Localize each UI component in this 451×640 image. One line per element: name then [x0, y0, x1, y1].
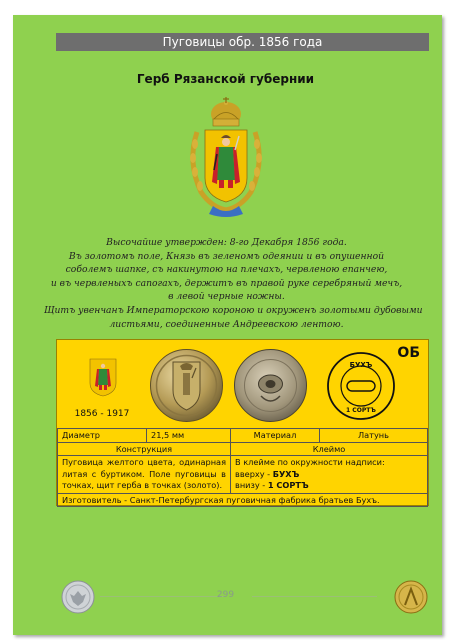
- page-header-title: Пуговицы обр. 1856 года: [162, 35, 323, 49]
- page-number: 299: [216, 590, 235, 600]
- description-line: Высочайше утвержден: 8-го Декабря 1856 года.: [106, 237, 347, 248]
- construction-label: Конструкция: [58, 442, 231, 456]
- coat-of-arms-image: [183, 92, 269, 220]
- button-front-image: [149, 348, 224, 423]
- mark-bottom-value: 1 СОРТЪ: [267, 480, 309, 490]
- description-text: [44, 236, 423, 331]
- maker-text: Изготовитель - Санкт-Петербургская пуговичная фабрика братьев Бухъ.: [58, 493, 428, 507]
- type-badge: ОБ: [397, 345, 420, 361]
- mark-label: Клеймо: [231, 442, 428, 456]
- material-value: Латунь: [320, 429, 428, 443]
- mark-line: внизу - 1 СОРТЪ: [235, 480, 309, 490]
- description-line: листьями, соединенные Андреевскою лентою.: [109, 318, 344, 330]
- table-row: [58, 429, 428, 443]
- button-back-image: [233, 348, 308, 423]
- material-label: Материал: [231, 429, 320, 443]
- table-row: [58, 456, 428, 494]
- description-line: соболемъ шапке, съ накинутою на плечахъ, червленою епанчею,: [65, 264, 388, 276]
- years-label: 1856 - 1917: [74, 409, 130, 419]
- monogram-medallion-icon: [394, 580, 428, 614]
- hallmark-stamp-image: [325, 350, 397, 422]
- diameter-value: 21,5 мм: [147, 429, 231, 443]
- svg-text:БУХЪ: БУХЪ: [349, 361, 373, 369]
- section-title: Герб Рязанской губернии: [136, 72, 315, 86]
- table-row: [58, 493, 428, 507]
- eagle-medallion-icon: [61, 580, 95, 614]
- diameter-label: Диаметр: [58, 429, 147, 443]
- description-line: в левой черные ножны.: [168, 291, 285, 303]
- construction-text: Пуговица желтого цвета, одинарная литая с буртиком. Поле пуговицы в точках, щит герба в точках (золото).: [58, 456, 231, 494]
- page-header-bar: [56, 33, 429, 51]
- description-line: Въ золотомъ поле, Князь въ зеленомъ одеянии и въ опушенной: [68, 250, 385, 262]
- svg-text:1 СОРТЪ: 1 СОРТЪ: [346, 407, 376, 414]
- small-coat-of-arms-image: [88, 357, 118, 397]
- button-info-card: [56, 339, 429, 506]
- mark-top-value: БУХЪ: [272, 468, 300, 479]
- mark-line: вверху - БУХЪ: [235, 468, 300, 479]
- table-row: [58, 442, 428, 456]
- description-line: и въ червленыхъ сапогахъ, держитъ въ правой руке серебряный мечъ,: [50, 277, 403, 289]
- specs-table: [57, 428, 428, 507]
- mark-line: В клейме по окружности надписи:: [235, 457, 385, 467]
- description-line: Щитъ увенчанъ Императорскою короною и окруженъ золотыми дубовыми: [44, 304, 423, 316]
- mark-text: [231, 456, 428, 494]
